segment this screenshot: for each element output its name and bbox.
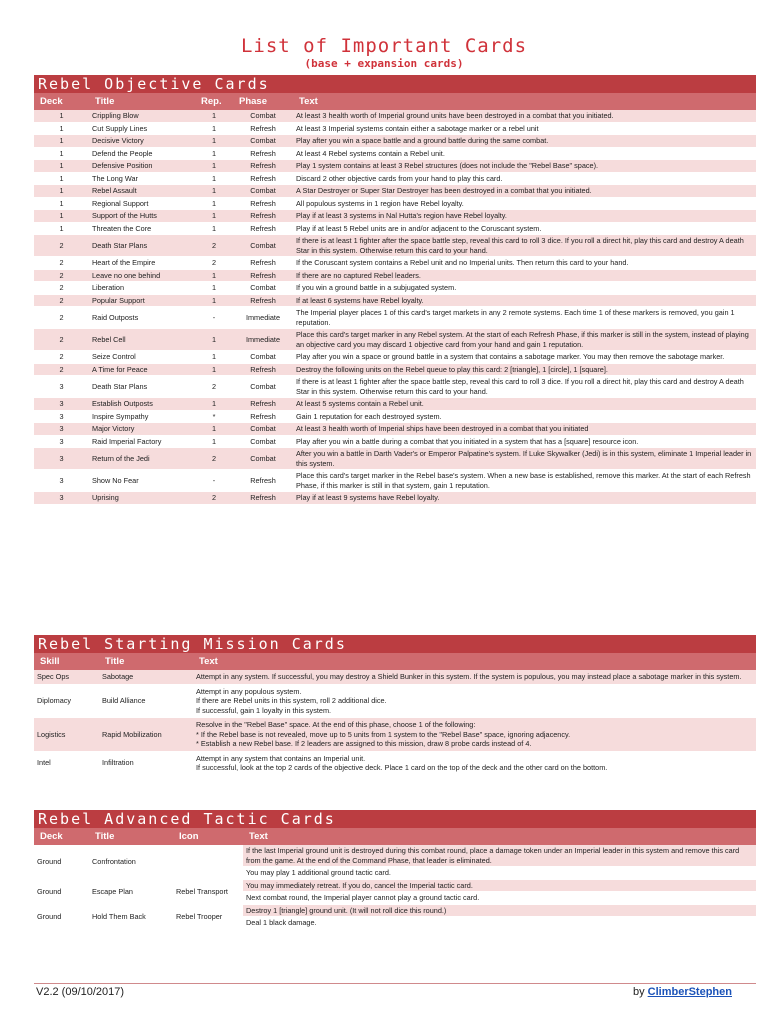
mission-text: Attempt in any system. If successful, you may destroy a Shield Bunker in this system. If the system is populous, you may instead place a sabotage marker in this system. xyxy=(193,670,756,684)
mission-title: Infiltration xyxy=(99,751,193,775)
card-phase: Refresh xyxy=(233,398,293,411)
card-title: Popular Support xyxy=(89,294,195,307)
card-phase: Refresh xyxy=(233,172,293,185)
card-text: Discard 2 other objective cards from your hand to play this card. xyxy=(293,172,756,185)
footer-credit xyxy=(633,986,732,998)
card-text: All populous systems in 1 region have Rebel loyalty. xyxy=(293,197,756,210)
tactic-icon: Rebel Transport xyxy=(173,879,243,904)
card-title: The Long War xyxy=(89,172,195,185)
card-rep: 1 xyxy=(195,269,233,282)
mission-col-header: Title xyxy=(99,653,193,670)
card-rep: 1 xyxy=(195,122,233,135)
card-text: Play after you win a space battle and a ground battle during the same combat. xyxy=(293,135,756,148)
card-phase: Combat xyxy=(233,351,293,364)
tactic-col-header: Title xyxy=(89,828,173,845)
author-link[interactable]: ClimberStephen xyxy=(647,986,732,998)
objective-row xyxy=(34,435,756,448)
tactic-heading: Rebel Advanced Tactic Cards xyxy=(34,810,756,828)
card-phase: Refresh xyxy=(233,410,293,423)
card-text: After you win a battle in Darth Vader's or Emperor Palpatine's system. If Luke Skywalker (Jedi) is in this system, eliminate 1 Imperial leader in this system. xyxy=(293,448,756,470)
card-rep: 1 xyxy=(195,398,233,411)
objective-row xyxy=(34,210,756,223)
card-rep: 1 xyxy=(195,294,233,307)
card-deck: 1 xyxy=(34,122,89,135)
tactic-text: Deal 1 black damage. xyxy=(243,917,756,930)
card-text: If at least 6 systems have Rebel loyalty. xyxy=(293,294,756,307)
tactic-section xyxy=(34,810,756,930)
card-text: At least 3 Imperial systems contain either a sabotage marker or a rebel unit xyxy=(293,122,756,135)
objective-col-header: Deck xyxy=(34,93,89,110)
card-deck: 1 xyxy=(34,197,89,210)
card-deck: 3 xyxy=(34,423,89,436)
objective-col-header: Rep. xyxy=(195,93,233,110)
tactic-col-header: Icon xyxy=(173,828,243,845)
card-text: Place this card's target marker in any Rebel system. At the start of each Refresh Phase, if this marker is still in the system, instead of playing an objective card you may discard 1 objective card from your hand and gain 1 reputation. xyxy=(293,329,756,351)
tactic-title: Escape Plan xyxy=(89,879,173,904)
card-text: Destroy the following units on the Rebel queue to play this card: 2 [triangle], 1 [circle], 1 [square]. xyxy=(293,363,756,376)
card-title: Cut Supply Lines xyxy=(89,122,195,135)
tactic-col-header: Text xyxy=(243,828,756,845)
card-title: Death Star Plans xyxy=(89,376,195,398)
card-title: Uprising xyxy=(89,492,195,505)
objective-row xyxy=(34,376,756,398)
tactic-deck: Ground xyxy=(34,845,89,879)
card-rep: 1 xyxy=(195,351,233,364)
tactic-title: Confrontation xyxy=(89,845,173,879)
card-title: Crippling Blow xyxy=(89,110,195,122)
objective-row xyxy=(34,448,756,470)
card-deck: 2 xyxy=(34,307,89,329)
tactic-row xyxy=(34,904,756,917)
card-deck: 2 xyxy=(34,363,89,376)
objective-heading: Rebel Objective Cards xyxy=(34,75,756,93)
card-text: Play if at least 9 systems have Rebel loyalty. xyxy=(293,492,756,505)
footer-version: V2.2 (09/10/2017) xyxy=(36,986,125,998)
card-rep: 1 xyxy=(195,135,233,148)
card-phase: Refresh xyxy=(233,470,293,492)
card-text: At least 3 health worth of Imperial ground units have been destroyed in a combat that you initiated. xyxy=(293,110,756,122)
card-phase: Refresh xyxy=(233,147,293,160)
mission-col-header: Skill xyxy=(34,653,99,670)
mission-text: Attempt in any populous system. If there are Rebel units in this system, roll 2 additional dice. If successful, gain 1 loyalty in this system. xyxy=(193,684,756,718)
card-phase: Combat xyxy=(233,135,293,148)
mission-title: Build Alliance xyxy=(99,684,193,718)
card-rep: 1 xyxy=(195,197,233,210)
card-text: A Star Destroyer or Super Star Destroyer has been destroyed in a combat that you initiated. xyxy=(293,185,756,198)
objective-row xyxy=(34,160,756,173)
tactic-row xyxy=(34,879,756,892)
tactic-icon xyxy=(173,845,243,879)
card-text: If there are no captured Rebel leaders. xyxy=(293,269,756,282)
card-deck: 2 xyxy=(34,294,89,307)
objective-row xyxy=(34,363,756,376)
mission-row xyxy=(34,718,756,752)
card-deck: 2 xyxy=(34,235,89,257)
card-text: The Imperial player places 1 of this card's target markets in any 2 remote systems. Each time 1 of these markers is removed, you gain 1 reputation. xyxy=(293,307,756,329)
card-deck: 2 xyxy=(34,257,89,270)
tactic-deck: Ground xyxy=(34,879,89,904)
objective-row xyxy=(34,282,756,295)
objective-row xyxy=(34,197,756,210)
tactic-title: Hold Them Back xyxy=(89,904,173,929)
card-text: At least 5 systems contain a Rebel unit. xyxy=(293,398,756,411)
card-deck: 3 xyxy=(34,448,89,470)
mission-title: Sabotage xyxy=(99,670,193,684)
card-phase: Combat xyxy=(233,235,293,257)
card-rep: 2 xyxy=(195,492,233,505)
card-deck: 1 xyxy=(34,160,89,173)
objective-col-header: Text xyxy=(293,93,756,110)
card-phase: Combat xyxy=(233,185,293,198)
card-text: Play after you win a space or ground battle in a system that contains a sabotage marker. You may then remove the sabotage marker. xyxy=(293,351,756,364)
tactic-text: You may immediately retreat. If you do, cancel the Imperial tactic card. xyxy=(243,879,756,892)
card-deck: 3 xyxy=(34,410,89,423)
tactic-text: Destroy 1 [triangle] ground unit. (It will not roll dice this round.) xyxy=(243,904,756,917)
card-title: Decisive Victory xyxy=(89,135,195,148)
mission-text: Attempt in any system that contains an Imperial unit. If successful, look at the top 2 cards of the objective deck. Place 1 card on the top of the deck and the other card on the bottom. xyxy=(193,751,756,775)
card-rep: 1 xyxy=(195,160,233,173)
card-rep: 1 xyxy=(195,172,233,185)
mission-skill: Logistics xyxy=(34,718,99,752)
card-phase: Combat xyxy=(233,376,293,398)
mission-heading: Rebel Starting Mission Cards xyxy=(34,635,756,653)
mission-row xyxy=(34,670,756,684)
card-phase: Refresh xyxy=(233,492,293,505)
mission-section xyxy=(34,635,756,776)
card-deck: 3 xyxy=(34,435,89,448)
objective-col-header: Title xyxy=(89,93,195,110)
card-rep: 1 xyxy=(195,222,233,235)
card-title: Major Victory xyxy=(89,423,195,436)
card-title: Raid Outposts xyxy=(89,307,195,329)
card-phase: Combat xyxy=(233,282,293,295)
card-deck: 1 xyxy=(34,185,89,198)
objective-row xyxy=(34,185,756,198)
card-phase: Refresh xyxy=(233,222,293,235)
objective-row xyxy=(34,235,756,257)
objective-section xyxy=(34,75,756,505)
objective-row xyxy=(34,257,756,270)
card-phase: Combat xyxy=(233,110,293,122)
card-title: Regional Support xyxy=(89,197,195,210)
card-rep: 1 xyxy=(195,282,233,295)
card-rep: 2 xyxy=(195,448,233,470)
card-title: Defensive Position xyxy=(89,160,195,173)
card-phase: Refresh xyxy=(233,269,293,282)
tactic-text: You may play 1 additional ground tactic card. xyxy=(243,867,756,880)
page-title: List of Important Cards xyxy=(240,35,528,57)
card-rep: 1 xyxy=(195,329,233,351)
mission-skill: Intel xyxy=(34,751,99,775)
objective-row xyxy=(34,398,756,411)
tactic-table xyxy=(34,828,756,930)
objective-table xyxy=(34,93,756,505)
card-phase: Immediate xyxy=(233,307,293,329)
card-phase: Refresh xyxy=(233,160,293,173)
card-rep: 1 xyxy=(195,423,233,436)
mission-skill: Spec Ops xyxy=(34,670,99,684)
card-title: Establish Outposts xyxy=(89,398,195,411)
card-rep: 1 xyxy=(195,147,233,160)
card-phase: Immediate xyxy=(233,329,293,351)
page-subtitle: (base + expansion cards) xyxy=(304,57,464,70)
card-text: If the Coruscant system contains a Rebel unit and no Imperial units. Then return this card to your hand. xyxy=(293,257,756,270)
card-deck: 1 xyxy=(34,210,89,223)
card-phase: Refresh xyxy=(233,122,293,135)
card-title: Inspire Sympathy xyxy=(89,410,195,423)
mission-row xyxy=(34,751,756,775)
card-title: Threaten the Core xyxy=(89,222,195,235)
card-deck: 3 xyxy=(34,470,89,492)
tactic-text: Next combat round, the Imperial player cannot play a ground tactic card. xyxy=(243,892,756,905)
card-title: Rebel Assault xyxy=(89,185,195,198)
card-phase: Combat xyxy=(233,423,293,436)
mission-title: Rapid Mobilization xyxy=(99,718,193,752)
card-deck: 3 xyxy=(34,398,89,411)
card-rep: - xyxy=(195,470,233,492)
card-text: If you win a ground battle in a subjugated system. xyxy=(293,282,756,295)
card-title: Support of the Hutts xyxy=(89,210,195,223)
card-title: Leave no one behind xyxy=(89,269,195,282)
objective-row xyxy=(34,147,756,160)
footer-divider xyxy=(34,983,756,984)
card-text: Play 1 system contains at least 3 Rebel structures (does not include the "Rebel Base" space). xyxy=(293,160,756,173)
mission-table xyxy=(34,653,756,776)
card-deck: 2 xyxy=(34,329,89,351)
card-deck: 3 xyxy=(34,492,89,505)
objective-row xyxy=(34,135,756,148)
tactic-col-header: Deck xyxy=(34,828,89,845)
card-rep: - xyxy=(195,307,233,329)
card-phase: Refresh xyxy=(233,210,293,223)
card-title: Show No Fear xyxy=(89,470,195,492)
card-deck: 2 xyxy=(34,269,89,282)
card-text: At least 4 Rebel systems contain a Rebel unit. xyxy=(293,147,756,160)
card-phase: Refresh xyxy=(233,257,293,270)
card-rep: 2 xyxy=(195,257,233,270)
card-rep: 2 xyxy=(195,235,233,257)
mission-row xyxy=(34,684,756,718)
objective-col-header: Phase xyxy=(233,93,293,110)
card-deck: 1 xyxy=(34,222,89,235)
objective-row xyxy=(34,423,756,436)
card-deck: 2 xyxy=(34,282,89,295)
card-phase: Combat xyxy=(233,448,293,470)
card-title: Return of the Jedi xyxy=(89,448,195,470)
objective-row xyxy=(34,492,756,505)
card-phase: Refresh xyxy=(233,197,293,210)
card-rep: 1 xyxy=(195,110,233,122)
card-rep: 1 xyxy=(195,435,233,448)
mission-skill: Diplomacy xyxy=(34,684,99,718)
card-title: Raid Imperial Factory xyxy=(89,435,195,448)
card-title: Liberation xyxy=(89,282,195,295)
card-deck: 1 xyxy=(34,135,89,148)
card-deck: 3 xyxy=(34,376,89,398)
mission-col-header: Text xyxy=(193,653,756,670)
card-rep: 2 xyxy=(195,376,233,398)
objective-row xyxy=(34,122,756,135)
card-text: At least 3 health worth of Imperial ships have been destroyed in a combat that you initiated xyxy=(293,423,756,436)
card-phase: Refresh xyxy=(233,363,293,376)
card-deck: 1 xyxy=(34,110,89,122)
card-title: Seize Control xyxy=(89,351,195,364)
card-rep: 1 xyxy=(195,363,233,376)
objective-row xyxy=(34,269,756,282)
card-text: Play if at least 3 systems in Nal Hutta's region have Rebel loyalty. xyxy=(293,210,756,223)
card-rep: * xyxy=(195,410,233,423)
card-title: Heart of the Empire xyxy=(89,257,195,270)
objective-row xyxy=(34,110,756,122)
tactic-text: If the last Imperial ground unit is destroyed during this combat round, place a damage token under an Imperial leader in this system and remove this card from the game. At the end of the Command Phase, that leader is eliminated. xyxy=(243,845,756,867)
objective-row xyxy=(34,470,756,492)
mission-text: Resolve in the "Rebel Base" space. At the end of this phase, choose 1 of the following: * If the Rebel base is not revealed, move up to 5 units from 1 system to the "Rebel Base" space, ignoring adjacency. * Establish a new Rebel base. If 2 leaders are assigned to this mission, draw 8 probe cards instead of 4. xyxy=(193,718,756,752)
objective-row xyxy=(34,222,756,235)
objective-row xyxy=(34,294,756,307)
objective-row xyxy=(34,329,756,351)
card-deck: 1 xyxy=(34,147,89,160)
card-deck: 2 xyxy=(34,351,89,364)
card-rep: 1 xyxy=(195,185,233,198)
objective-row xyxy=(34,410,756,423)
objective-row xyxy=(34,172,756,185)
card-title: Defend the People xyxy=(89,147,195,160)
footer-by: by xyxy=(632,986,645,998)
tactic-icon: Rebel Trooper xyxy=(173,904,243,929)
card-text: Play after you win a battle during a combat that you initiated in a system that has a [square] resource icon. xyxy=(293,435,756,448)
card-title: A Time for Peace xyxy=(89,363,195,376)
card-title: Rebel Cell xyxy=(89,329,195,351)
card-phase: Refresh xyxy=(233,294,293,307)
card-text: Place this card's target marker in the Rebel base's system. When a new base is established, remove this marker. At the start of each Refresh Phase, if this marker is still in that system, gain 1 reputation. xyxy=(293,470,756,492)
tactic-deck: Ground xyxy=(34,904,89,929)
card-text: Gain 1 reputation for each destroyed system. xyxy=(293,410,756,423)
card-phase: Combat xyxy=(233,435,293,448)
card-title: Death Star Plans xyxy=(89,235,195,257)
card-text: If there is at least 1 fighter after the space battle step, reveal this card to roll 3 dice. If you roll a direct hit, play this card and destroy A death Star in this system. Otherwise return this card to your hand. xyxy=(293,376,756,398)
card-text: If there is at least 1 fighter after the space battle step, reveal this card to roll 3 dice. If you roll a direct hit, play this card and destroy A death Star in this system. Otherwise return this card to your hand. xyxy=(293,235,756,257)
tactic-row xyxy=(34,845,756,867)
objective-row xyxy=(34,307,756,329)
card-text: Play if at least 5 Rebel units are in and/or adjacent to the Coruscant system. xyxy=(293,222,756,235)
objective-row xyxy=(34,351,756,364)
card-rep: 1 xyxy=(195,210,233,223)
card-deck: 1 xyxy=(34,172,89,185)
